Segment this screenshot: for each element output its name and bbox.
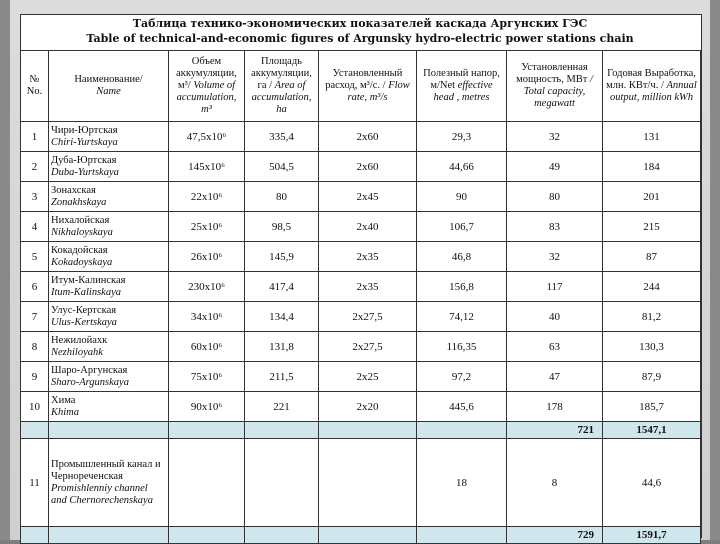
capacity-cell: 83: [507, 212, 603, 242]
table-row: [21, 302, 701, 332]
station-name: [49, 152, 169, 182]
station-name-en: Nikhaloyskaya: [51, 226, 113, 238]
area-cell: 131,8: [245, 332, 319, 362]
capacity-cell: 49: [507, 152, 603, 182]
area-cell: 98,5: [245, 212, 319, 242]
output-cell: 87,9: [603, 362, 701, 392]
row-number: 5: [21, 242, 49, 272]
volume-cell: 230х10⁶: [169, 272, 245, 302]
capacity-cell: 178: [507, 392, 603, 422]
table-row: [21, 242, 701, 272]
header-volume: Объем аккумуляции, м³/ Volume of accumulation, m³: [169, 51, 245, 122]
station-name-en: Kokadoyskaya: [51, 256, 113, 268]
output-cell: 201: [603, 182, 701, 212]
flow-cell: 2х20: [319, 392, 417, 422]
total-output: 1591,7: [603, 527, 701, 544]
volume-cell: [169, 439, 245, 527]
station-name: [49, 182, 169, 212]
head-cell: 18: [417, 439, 507, 527]
station-name-ru: Нихалойская: [51, 214, 110, 226]
output-cell: 185,7: [603, 392, 701, 422]
capacity-cell: 40: [507, 302, 603, 332]
head-cell: 46,8: [417, 242, 507, 272]
head-cell: 90: [417, 182, 507, 212]
capacity-cell: 32: [507, 242, 603, 272]
station-name-ru: Шаро-Аргунская: [51, 364, 128, 376]
capacity-cell: 63: [507, 332, 603, 362]
station-name: [49, 122, 169, 152]
table-row: [21, 122, 701, 152]
capacity-cell: 80: [507, 182, 603, 212]
flow-cell: 2х27,5: [319, 332, 417, 362]
station-name-en: Ulus-Kertskaya: [51, 316, 117, 328]
station-name-ru: Кокадойская: [51, 244, 108, 256]
head-cell: 74,12: [417, 302, 507, 332]
volume-cell: 26х10⁶: [169, 242, 245, 272]
table-row: [21, 212, 701, 242]
area-cell: 504,5: [245, 152, 319, 182]
table-row: [21, 152, 701, 182]
capacity-cell: 32: [507, 122, 603, 152]
head-cell: 44,66: [417, 152, 507, 182]
capacity-cell: 117: [507, 272, 603, 302]
flow-cell: [319, 439, 417, 527]
header-capacity: Установленная мощность, МВт / Total capacity, megawatt: [507, 51, 603, 122]
area-cell: 335,4: [245, 122, 319, 152]
flow-cell: 2х35: [319, 242, 417, 272]
hydro-stations-table: [20, 50, 701, 544]
station-name: [49, 212, 169, 242]
volume-cell: 22х10⁶: [169, 182, 245, 212]
output-cell: 184: [603, 152, 701, 182]
output-cell: 244: [603, 272, 701, 302]
table-row: [21, 392, 701, 422]
station-name: [49, 392, 169, 422]
station-name: [49, 332, 169, 362]
area-cell: 417,4: [245, 272, 319, 302]
header-flow: Установленный расход, м³/с. / Flow rate, m³/s: [319, 51, 417, 122]
flow-cell: 2х25: [319, 362, 417, 392]
row-number: 3: [21, 182, 49, 212]
station-name: [49, 302, 169, 332]
volume-cell: 145х10⁶: [169, 152, 245, 182]
head-cell: 106,7: [417, 212, 507, 242]
flow-cell: 2х60: [319, 152, 417, 182]
station-name: [49, 272, 169, 302]
head-cell: 29,3: [417, 122, 507, 152]
station-name-ru: Нежилойахк: [51, 334, 108, 346]
capacity-cell: 8: [507, 439, 603, 527]
output-cell: 131: [603, 122, 701, 152]
flow-cell: 2х45: [319, 182, 417, 212]
table-row: [21, 332, 701, 362]
volume-cell: 90х10⁶: [169, 392, 245, 422]
table-body: [21, 122, 701, 544]
head-cell: 445,6: [417, 392, 507, 422]
head-cell: 156,8: [417, 272, 507, 302]
output-cell: 215: [603, 212, 701, 242]
row-number: 2: [21, 152, 49, 182]
station-name: Промышленный канал и Чернореченская Promishlenniy channel and Chernorechenskaya: [49, 439, 169, 527]
station-name-en: Duba-Yurtskaya: [51, 166, 119, 178]
station-name: [49, 242, 169, 272]
header-no: № No.: [21, 51, 49, 122]
capacity-cell: 47: [507, 362, 603, 392]
station-name-en: Khima: [51, 406, 80, 418]
table-row: [21, 182, 701, 212]
row-number: 9: [21, 362, 49, 392]
table-row: [21, 272, 701, 302]
table-row-11: [21, 439, 701, 527]
flow-cell: 2х35: [319, 272, 417, 302]
row-number: 4: [21, 212, 49, 242]
header-row: [21, 51, 701, 122]
row-number: 6: [21, 272, 49, 302]
row-number: 7: [21, 302, 49, 332]
volume-cell: 47,5х10⁶: [169, 122, 245, 152]
table-row: [21, 362, 701, 392]
header-output: Годовая Выработка, млн. КВт/ч. / Annual output, million kWh: [603, 51, 701, 122]
subtotal-capacity: 721: [507, 422, 603, 439]
station-name-ru: Чири-Юртская: [51, 124, 118, 136]
area-cell: 145,9: [245, 242, 319, 272]
station-name-en: Itum-Kalinskaya: [51, 286, 121, 298]
volume-cell: 25х10⁶: [169, 212, 245, 242]
station-name-en: Zonakhskaya: [51, 196, 107, 208]
station-name-en: Sharo-Argunskaya: [51, 376, 129, 388]
area-cell: 211,5: [245, 362, 319, 392]
area-cell: [245, 439, 319, 527]
flow-cell: 2х60: [319, 122, 417, 152]
volume-cell: 34х10⁶: [169, 302, 245, 332]
title-ru: Таблица технико-экономических показателей каскада Аргунских ГЭС: [132, 17, 588, 30]
area-cell: 134,4: [245, 302, 319, 332]
station-name-ru: Итум-Калинская: [51, 274, 126, 286]
total-capacity: 729: [507, 527, 603, 544]
header-name: Наименование/ Name: [49, 51, 169, 122]
subtotal-output: 1547,1: [603, 422, 701, 439]
header-area: Площадь аккумуляции, га / Area of accumulation, ha: [245, 51, 319, 122]
station-name-ru: Зонахская: [51, 184, 96, 196]
row-number: 10: [21, 392, 49, 422]
table-title: [20, 16, 700, 51]
row-number: 1: [21, 122, 49, 152]
subtotal-row: [21, 422, 701, 439]
volume-cell: 75х10⁶: [169, 362, 245, 392]
output-cell: 81,2: [603, 302, 701, 332]
head-cell: 97,2: [417, 362, 507, 392]
station-name-ru: Хима: [51, 394, 76, 406]
station-name-ru: Улус-Кертская: [51, 304, 117, 316]
head-cell: 116,35: [417, 332, 507, 362]
output-cell: 87: [603, 242, 701, 272]
station-name-en: Chiri-Yurtskaya: [51, 136, 118, 148]
flow-cell: 2х40: [319, 212, 417, 242]
header-head: Полезный напор, м/Net effective head , metres: [417, 51, 507, 122]
output-cell: 44,6: [603, 439, 701, 527]
row-number: 8: [21, 332, 49, 362]
row-number: 11: [21, 439, 49, 527]
area-cell: 80: [245, 182, 319, 212]
station-name-en: Nezhiloyahk: [51, 346, 103, 358]
station-name-ru: Дуба-Юртская: [51, 154, 117, 166]
output-cell: 130,3: [603, 332, 701, 362]
area-cell: 221: [245, 392, 319, 422]
volume-cell: 60х10⁶: [169, 332, 245, 362]
station-name: [49, 362, 169, 392]
title-en: Table of technical-and-economic figures of Argunsky hydro-electric power stations chain: [86, 32, 634, 45]
flow-cell: 2х27,5: [319, 302, 417, 332]
total-row: [21, 527, 701, 544]
